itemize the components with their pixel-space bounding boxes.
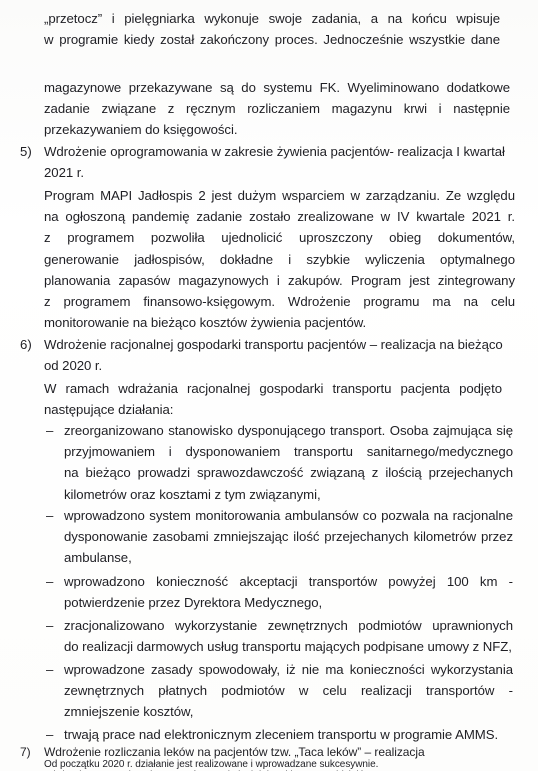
text-line: w programie kiedy został zakończony proces. Jednocześnie wszystkie dane [44, 32, 500, 48]
text-line: W ramach wdrażania racjonalnej gospodarki transportu pacjenta podjęto [44, 381, 502, 396]
text-line: zadanie związane z ręcznym rozliczaniem magazynu krwi i następnie [44, 101, 510, 117]
text-line: „przetocz” i pielęgniarka wykonuje swoje zadania, a na końcu wpisuje [44, 11, 500, 26]
bullet-item [64, 615, 513, 657]
text-line: zewnętrznych płatnych podmiotów w celu realizacji transportów - [64, 683, 513, 699]
text-line: na bieżąco prowadzi sprawozdawczość związaną z ilością przejechanych [64, 465, 513, 481]
section-number: 6) [20, 337, 32, 352]
bullet-dash: – [46, 574, 54, 589]
bullet-dash: – [46, 727, 54, 742]
text-line: Wdrożenie racjonalnej gospodarki transportu pacjentów – realizacja na bieżąco [44, 337, 503, 352]
text-line: przekazywaniem do księgowości. [44, 122, 238, 138]
text-line: kilometrów oraz kosztami z tym związanymi, [64, 486, 321, 502]
text-line: trwają prace nad elektronicznym zleceniem transportu w programie AMMS. [64, 727, 499, 742]
paragraph-intro-top [44, 8, 500, 50]
text-line: z programem finansowo-księgowym. Wdrożenie programu ma na celu [44, 293, 515, 309]
text-line: zracjonalizowano wykorzystanie zewnętrznych podmiotów uprawnionych [64, 618, 513, 633]
section-body [44, 378, 502, 420]
text-line: generowanie jadłospisów, dokładne i szybkie wyliczenia optymalnego [44, 251, 515, 267]
text-line: Wdrożenie oprogramowania w zakresie żywienia pacjentów- realizacja I kwartał [44, 144, 505, 159]
bullet-item [64, 420, 513, 505]
text-line: 2021 r. [44, 165, 84, 181]
text-line: następujące działania: [44, 402, 174, 418]
section-number: 5) [20, 144, 32, 159]
text-line: zmniejszenie kosztów, [64, 704, 194, 720]
text-line: zreorganizowano stanowisko dysponującego transport. Osoba zajmująca się [64, 423, 513, 438]
text-line: wprowadzone zasady spowodowały, iż nie ma konieczności wykorzystania [64, 662, 513, 677]
text-line: do realizacji darmowych usług transportu mających podpisane umowy z NFZ, [64, 639, 512, 655]
text-line: Od początku 2020 r. działanie jest realizowane i wprowadzane sukcesywnie. [44, 759, 379, 770]
bullet-item [64, 659, 513, 723]
text-line: Program MAPI Jadłospis 2 jest dużym wsparciem w zarządzaniu. Ze względu [44, 188, 515, 203]
text-line: Wdrożenie rozliczania leków na pacjentów tzw. „Taca leków” – realizacja [44, 745, 425, 759]
section-heading [44, 334, 514, 376]
bullet-dash: – [46, 618, 54, 633]
text-line: od 2020 r. [44, 358, 103, 374]
text-line: planowania zapasów magazynowych i zakupów. Program jest zintegrowany [44, 272, 515, 288]
section-number: 7) [20, 745, 31, 759]
text-line: wprowadzono konieczność akceptacji transportów powyżej 100 km - [64, 574, 513, 589]
bullet-item [64, 505, 513, 569]
section-body [44, 185, 515, 333]
bullet-item [64, 724, 513, 745]
section-heading [44, 746, 514, 759]
text-line: z programem pozwoliła ujednolicić uproszczony obieg dokumentów, [44, 230, 515, 246]
bullet-dash: – [46, 423, 54, 438]
paragraph-intro-cont [44, 77, 510, 141]
section-heading [44, 141, 514, 183]
bullet-dash: – [46, 508, 54, 523]
bullet-dash: – [46, 662, 54, 677]
section-body [44, 759, 514, 771]
text-line: ambulanse, [64, 550, 132, 566]
text-line: dysponowanie zasobami zmniejszając ilość przejechanych kilometrów przez [64, 529, 513, 545]
text-line: monitorowanie na bieżąco kosztów żywienia pacjentów. [44, 315, 367, 331]
text-line: na ogłoszoną pandemię zadanie zostało zrealizowane w IV kwartale 2021 r. [44, 209, 515, 225]
text-line: potwierdzenie przez Dyrektora Medycznego, [64, 595, 323, 611]
text-line: wprowadzono system monitorowania ambulansów co pozwala na racjonalne [64, 508, 513, 523]
text-line: magazynowe przekazywane są do systemu FK. Wyeliminowano dodatkowe [44, 80, 510, 95]
bullet-item [64, 571, 513, 613]
text-line: przyjmowaniem i dysponowaniem transportu sanitarnego/medycznego [64, 444, 513, 460]
